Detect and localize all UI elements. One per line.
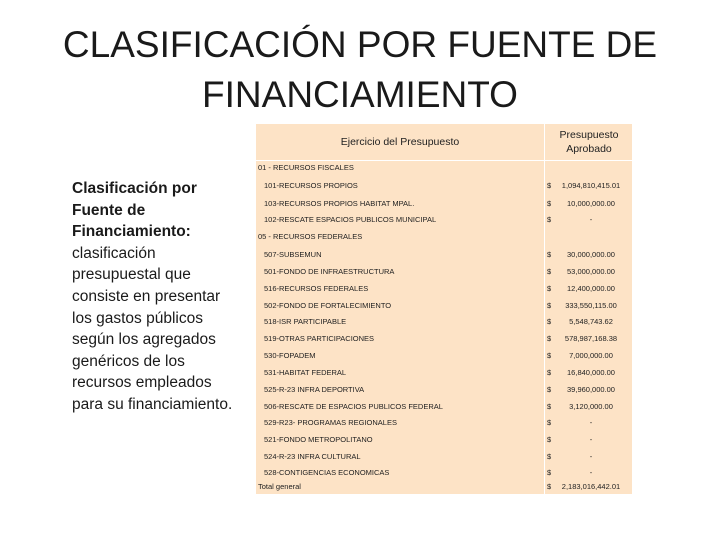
- row-currency: $: [547, 402, 552, 411]
- table-group-row: [256, 230, 632, 244]
- row-label: 530-FOPADEM: [264, 351, 316, 360]
- row-amount: -: [589, 452, 593, 461]
- row-currency: $: [547, 435, 552, 444]
- table-row: [256, 349, 632, 363]
- row-currency: $: [547, 482, 552, 491]
- table-row: [256, 213, 632, 227]
- row-label: 525-R-23 INFRA DEPORTIVA: [264, 385, 365, 394]
- table-row: [256, 466, 632, 480]
- row-amount: -: [589, 435, 593, 444]
- row-label: 531-HABITAT FEDERAL: [264, 368, 347, 377]
- row-amount: 578,987,168.38: [564, 334, 618, 343]
- header-presupuesto-aprobado: Presupuesto Aprobado: [544, 124, 633, 160]
- table-row: [256, 450, 632, 464]
- row-currency: $: [547, 199, 552, 208]
- row-label: 501-FONDO DE INFRAESTRUCTURA: [264, 267, 395, 276]
- table-row: [256, 366, 632, 380]
- description-term: Clasificación por Fuente de Financiamiento:: [72, 180, 197, 241]
- row-amount: 53,000,000.00: [567, 267, 615, 276]
- table-row: [256, 433, 632, 447]
- row-amount: 16,840,000.00: [567, 368, 615, 377]
- table-row: [256, 332, 632, 346]
- row-currency: $: [547, 351, 552, 360]
- row-currency: $: [547, 385, 552, 394]
- row-label: 529-R23- PROGRAMAS REGIONALES: [264, 418, 397, 427]
- row-label: 506-RESCATE DE ESPACIOS PUBLICOS FEDERAL: [264, 402, 443, 411]
- row-label: 524-R-23 INFRA CULTURAL: [264, 452, 361, 461]
- row-label: Total general: [258, 482, 301, 491]
- row-currency: $: [547, 215, 552, 224]
- row-amount: 1,094,810,415.01: [561, 181, 621, 190]
- page-title: [60, 20, 660, 120]
- table-total-row: [256, 480, 632, 494]
- row-amount: 7,000,000.00: [569, 351, 613, 360]
- row-amount: 10,000,000.00: [567, 199, 615, 208]
- row-label: 101-RECURSOS PROPIOS: [264, 181, 358, 190]
- description-text: clasificación presupuestal que consiste en presentar los gastos públicos según los agregados genéricos de los recursos empleados para su financiamiento.: [72, 244, 233, 413]
- row-currency: $: [547, 468, 552, 477]
- table-row: [256, 315, 632, 329]
- row-amount: 5,548,743.62: [569, 317, 613, 326]
- row-amount: 30,000,000.00: [567, 250, 615, 259]
- table-row: [256, 179, 632, 193]
- title-line-2: FINANCIAMIENTO: [202, 74, 518, 115]
- table-header: [256, 124, 632, 161]
- row-currency: $: [547, 181, 552, 190]
- title-line-1: CLASIFICACIÓN POR FUENTE DE: [62, 24, 658, 65]
- row-label: 518-ISR PARTICIPABLE: [264, 317, 347, 326]
- row-label: 507-SUBSEMUN: [264, 250, 322, 259]
- row-label: 519-OTRAS PARTICIPACIONES: [264, 334, 375, 343]
- row-currency: $: [547, 267, 552, 276]
- row-amount: -: [589, 215, 593, 224]
- row-amount: 12,400,000.00: [567, 284, 615, 293]
- row-label: 103-RECURSOS PROPIOS HABITAT MPAL.: [264, 199, 415, 208]
- row-label: 521-FONDO METROPOLITANO: [264, 435, 373, 444]
- row-label: 528-CONTIGENCIAS ECONOMICAS: [264, 468, 390, 477]
- row-currency: $: [547, 301, 552, 310]
- table-row: [256, 299, 632, 313]
- row-amount: -: [589, 418, 593, 427]
- table-row: [256, 400, 632, 414]
- row-currency: $: [547, 317, 552, 326]
- table-row: [256, 265, 632, 279]
- row-label: 102-RESCATE ESPACIOS PUBLICOS MUNICIPAL: [264, 215, 437, 224]
- row-label: 516-RECURSOS FEDERALES: [264, 284, 369, 293]
- row-label: 502-FONDO DE FORTALECIMIENTO: [264, 301, 392, 310]
- table-row: [256, 282, 632, 296]
- row-amount: -: [589, 468, 593, 477]
- header-ejercicio: Ejercicio del Presupuesto: [340, 136, 460, 148]
- table-row: [256, 416, 632, 430]
- row-label: 05 - RECURSOS FEDERALES: [258, 232, 363, 241]
- row-currency: $: [547, 284, 552, 293]
- description-paragraph: [72, 178, 242, 416]
- table-row: [256, 248, 632, 262]
- row-currency: $: [547, 250, 552, 259]
- row-currency: $: [547, 368, 552, 377]
- row-amount: 333,550,115.00: [565, 301, 617, 310]
- row-amount: 3,120,000.00: [569, 402, 613, 411]
- row-currency: $: [547, 418, 552, 427]
- row-currency: $: [547, 452, 552, 461]
- table-group-row: [256, 161, 632, 175]
- row-currency: $: [547, 334, 552, 343]
- table-row: [256, 197, 632, 211]
- row-amount: 2,183,016,442.01: [561, 482, 621, 491]
- table-row: [256, 383, 632, 397]
- budget-table: [256, 124, 632, 494]
- row-amount: 39,960,000.00: [567, 385, 615, 394]
- row-label: 01 - RECURSOS FISCALES: [258, 163, 354, 172]
